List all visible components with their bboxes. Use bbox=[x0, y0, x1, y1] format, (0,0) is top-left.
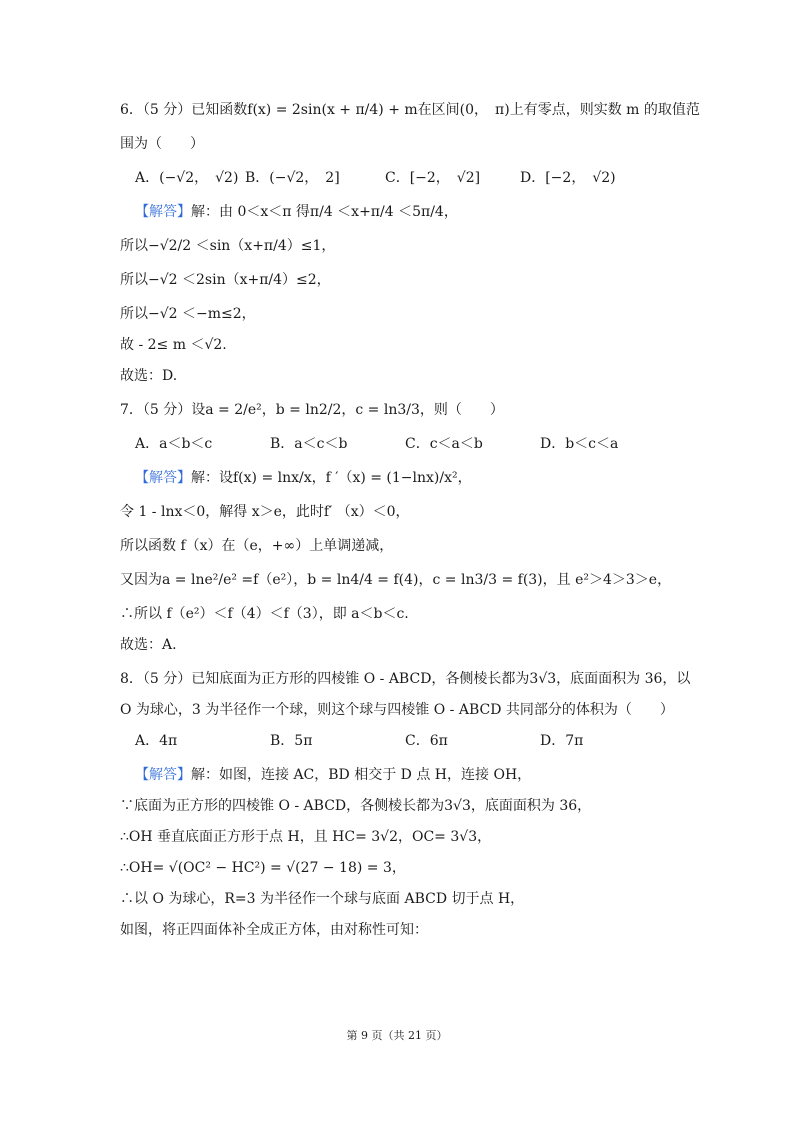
q6-option-b: B．(−√2， 2] bbox=[245, 170, 340, 186]
q8-option-b: B．5π bbox=[270, 733, 313, 749]
q6-solution-line-1 bbox=[120, 202, 680, 222]
q7-solution-line-6: 故选：A. bbox=[120, 637, 177, 653]
answer-tag: 【解答】 bbox=[135, 767, 191, 783]
q7-option-a: A．a＜b＜c bbox=[135, 436, 213, 452]
question-7 bbox=[120, 400, 680, 655]
q6-solution-line-4: 所以−√2 ＜−m≤2， bbox=[120, 306, 256, 322]
q7-option-b: B．a＜c＜b bbox=[270, 436, 348, 452]
page-footer: 第 9 页（共 21 页） bbox=[346, 1029, 448, 1042]
q6-sol-text-1: 解：由 0＜x＜π 得π/4 ＜x+π/4 ＜5π/4， bbox=[191, 204, 458, 220]
q8-solution-line-2: ∵底面为正方形的四棱锥 O - ABCD，各侧棱长都为3√3，底面面积为 36， bbox=[120, 798, 592, 814]
q8-options bbox=[120, 731, 680, 751]
q6-stem-line-1: 6．（5 分）已知函数f(x) = 2sin(x + π/4) + m在区间(0， π)上有零点，则实数 m 的取值范 bbox=[120, 102, 700, 118]
q8-sol-text-1: 解：如图，连接 AC，BD 相交于 D 点 H，连接 OH， bbox=[191, 767, 532, 783]
q6-solution-line-2: 所以−√2/2 ＜sin（x+π/4）≤1， bbox=[120, 238, 336, 254]
q7-options bbox=[120, 434, 680, 454]
q7-option-c: C．c＜a＜b bbox=[405, 436, 483, 452]
q7-solution-line-3: 所以函数 f（x）在（e，+∞）上单调递减， bbox=[120, 538, 394, 554]
question-6 bbox=[120, 100, 700, 386]
q8-solution-line-3: ∴OH 垂直底面正方形于点 H，且 HC= 3√2，OC= 3√3， bbox=[120, 829, 492, 845]
page-content bbox=[120, 100, 700, 940]
q6-solution-line-5: 故 - 2≤ m ＜√2. bbox=[120, 337, 227, 353]
q8-solution-line-1 bbox=[120, 765, 680, 785]
q6-option-c: C．[−2， √2] bbox=[385, 170, 481, 186]
q6-solution-line-3: 所以−√2 ＜2sin（x+π/4）≤2， bbox=[120, 272, 331, 288]
q7-solution-line-1 bbox=[120, 468, 680, 488]
q6-options bbox=[120, 168, 680, 188]
q6-option-d: D．[−2， √2) bbox=[520, 170, 616, 186]
q6-stem-line-2: 围为（ ） bbox=[120, 136, 204, 152]
q8-solution-line-5: ∴以 O 为球心，R=3 为半径作一个球与底面 ABCD 切于点 H， bbox=[120, 891, 525, 907]
answer-tag: 【解答】 bbox=[135, 204, 191, 220]
q8-option-c: C．6π bbox=[405, 733, 448, 749]
q7-sol-text-1: 解：设f(x) = lnx/x，f ′（x) = (1−lnx)/x²， bbox=[191, 470, 472, 486]
q7-solution-line-4: 又因为a = lne²/e² =f（e²），b = ln4/4 = f(4)，c = ln3/3 = f(3)，且 e²＞4＞3＞e， bbox=[120, 572, 672, 588]
q8-stem-line-1: 8．（5 分）已知底面为正方形的四棱锥 O - ABCD，各侧棱长都为3√3，底面面积为 36，以 bbox=[120, 671, 691, 687]
question-8 bbox=[120, 669, 691, 940]
q8-option-a: A．4π bbox=[135, 733, 178, 749]
q7-solution-line-5: ∴所以 f（e²）＜f（4）＜f（3），即 a＜b＜c. bbox=[120, 606, 409, 622]
answer-tag: 【解答】 bbox=[135, 470, 191, 486]
q6-solution-line-6: 故选：D. bbox=[120, 368, 178, 384]
q8-option-d: D．7π bbox=[540, 733, 584, 749]
q8-solution-line-6: 如图，将正四面体补全成正方体，由对称性可知： bbox=[120, 922, 428, 938]
q7-option-d: D．b＜c＜a bbox=[540, 436, 619, 452]
q6-option-a: A．(−√2， √2) bbox=[135, 170, 239, 186]
q8-solution-line-4: ∴OH= √(OC² − HC²) = √(27 − 18) = 3， bbox=[120, 860, 406, 876]
q7-stem-line-1: 7．（5 分）设a = 2/e²，b = ln2/2，c = ln3/3，则（ ） bbox=[120, 402, 504, 418]
q7-solution-line-2: 令 1 - lnx＜0，解得 x＞e，此时f′ （x）＜0， bbox=[120, 504, 410, 520]
q8-stem-line-2: O 为球心，3 为半径作一个球，则这个球与四棱锥 O - ABCD 共同部分的体积为（ ） bbox=[120, 702, 674, 718]
